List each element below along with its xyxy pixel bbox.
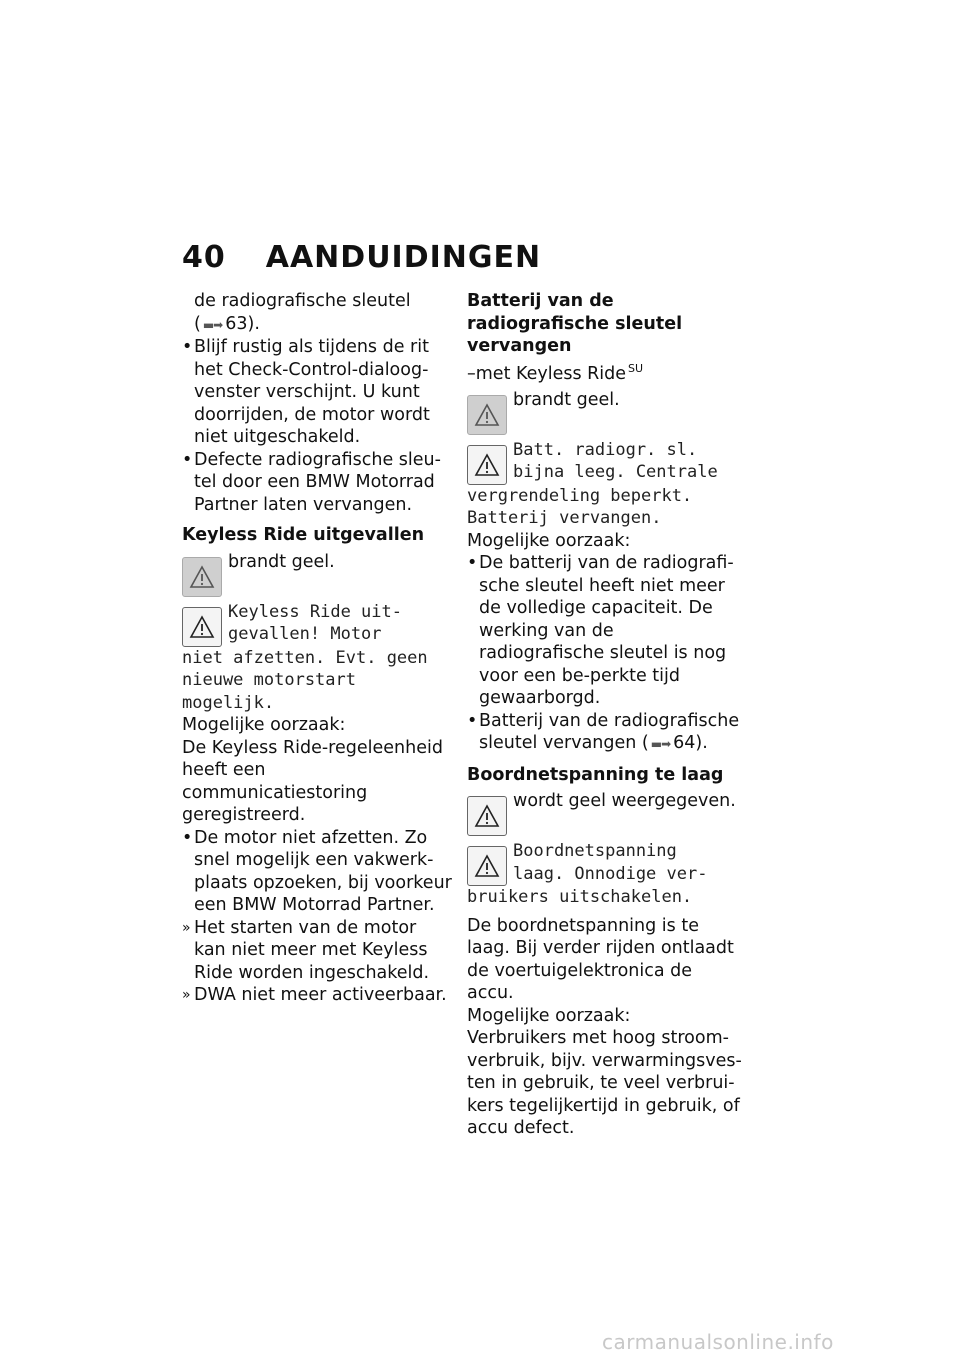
body-text: De boordnetspanning is te laag. Bij verder rijden ontlaadt de voertuigelektronica de accu. bbox=[467, 915, 734, 1004]
page-number: 40 bbox=[182, 240, 226, 275]
reference-arrow-icon: ▬➡ bbox=[202, 317, 223, 332]
display-message-rest: bruikers uitschakelen. bbox=[467, 887, 693, 908]
lamp-text: brandt geel. bbox=[228, 551, 335, 572]
chapter-title: AANDUIDINGEN bbox=[265, 240, 542, 275]
lamp-row bbox=[182, 551, 452, 597]
bullet-icon: • bbox=[467, 553, 478, 574]
intro-text: de radiografische sleutel ( ▬➡ 63). bbox=[182, 290, 452, 336]
display-message-line: gevallen! Motor bbox=[228, 624, 382, 644]
bullet-icon: • bbox=[182, 827, 193, 848]
message-row bbox=[467, 840, 742, 886]
warning-triangle-icon bbox=[474, 403, 500, 427]
display-message-line: Batt. radiogr. sl. bbox=[513, 439, 698, 460]
bullet-icon: • bbox=[182, 337, 193, 357]
equipment-code: SU bbox=[628, 361, 644, 375]
warning-triangle-icon bbox=[474, 854, 500, 878]
result-arrow-icon: » bbox=[182, 987, 191, 1003]
result-arrow-icon: » bbox=[182, 919, 191, 936]
section-heading-voltage: Boordnetspanning te laag bbox=[467, 764, 724, 785]
display-message-line: laag. Onnodige ver- bbox=[513, 863, 708, 884]
left-column bbox=[182, 290, 452, 1007]
cause-label: Mogelijke oorzaak: bbox=[182, 715, 346, 735]
page-reference[interactable]: 64). bbox=[673, 733, 708, 754]
section-heading-battery: Batterij van de radiografische sleutel vervangen bbox=[467, 291, 683, 356]
bullet-icon: • bbox=[467, 710, 478, 731]
message-row bbox=[467, 439, 742, 485]
warning-triangle-icon bbox=[474, 804, 500, 828]
display-message-line: Boordnetspanning bbox=[513, 841, 677, 862]
right-column bbox=[467, 290, 742, 1140]
display-message-line: bijna leeg. Centrale bbox=[513, 462, 718, 483]
warning-message-box bbox=[467, 445, 507, 485]
lamp-text: brandt geel. bbox=[513, 389, 620, 410]
cause-label: Mogelijke oorzaak: bbox=[467, 1005, 631, 1026]
list-item: • Defecte radiografische sleu-tel door een BMW Motorrad Partner laten vervangen. bbox=[182, 449, 441, 515]
lamp-row bbox=[467, 790, 742, 836]
cause-text: Verbruikers met hoog stroom-verbruik, bijv. verwarmingsves-ten in gebruik, te veel verbrui-kers tegelijkertijd in gebruik, of accu defect. bbox=[467, 1028, 742, 1139]
message-row bbox=[182, 601, 452, 647]
warning-triangle-icon bbox=[189, 565, 215, 589]
warning-message-box bbox=[182, 607, 222, 647]
bullet-icon: • bbox=[182, 449, 193, 470]
lamp-row bbox=[467, 389, 742, 435]
list-item: • Batterij van de radiografische sleutel vervangen ( ▬➡ 64). bbox=[467, 710, 742, 756]
list-item: » DWA niet meer activeerbaar. bbox=[182, 985, 447, 1005]
list-item: • De motor niet afzetten. Zo snel mogelijk een vakwerk-plaats opzoeken, bij voorkeur een BMW Motorrad Partner. bbox=[182, 827, 452, 915]
page-header bbox=[182, 240, 541, 275]
list-item: • De batterij van de radiografi-sche sleutel heeft niet meer de volledige capaciteit. De werking van de radiografische sleutel is nog voor een be-perkte tijd gewaarborgd. bbox=[467, 553, 734, 709]
section-heading-keyless: Keyless Ride uitgevallen bbox=[182, 525, 425, 545]
list-item: » Het starten van de motor kan niet meer met Keyless Ride worden ingeschakeld. bbox=[182, 917, 430, 983]
warning-triangle-icon bbox=[474, 453, 500, 477]
list-item: • Blijf rustig als tijdens de rit het Check-Control-dialoog-venster verschijnt. U kunt doorrijden, de motor wordt niet uitgeschakeld. bbox=[182, 337, 430, 447]
warning-triangle-icon bbox=[189, 615, 215, 639]
section-subtitle: –met Keyless Ride $^{SU}$ bbox=[467, 361, 644, 384]
cause-label: Mogelijke oorzaak: bbox=[467, 530, 631, 551]
page-reference[interactable]: 63). bbox=[225, 313, 260, 334]
warning-lamp-box bbox=[182, 557, 222, 597]
lamp-text: wordt geel weergegeven. bbox=[513, 791, 736, 812]
watermark: carmanualsonline.info bbox=[602, 1330, 834, 1354]
cause-text: De Keyless Ride-regeleenheid heeft een communicatiestoring geregistreerd. bbox=[182, 737, 443, 825]
warning-lamp-box bbox=[467, 796, 507, 836]
warning-lamp-box bbox=[467, 395, 507, 435]
reference-arrow-icon: ▬➡ bbox=[650, 737, 671, 752]
warning-message-box bbox=[467, 846, 507, 886]
display-message-rest: vergrendeling beperkt. Batterij vervangen. bbox=[467, 485, 693, 529]
display-message-line: Keyless Ride uit- bbox=[228, 601, 402, 622]
display-message-rest: niet afzetten. Evt. geen nieuwe motorstart mogelijk. bbox=[182, 647, 428, 713]
